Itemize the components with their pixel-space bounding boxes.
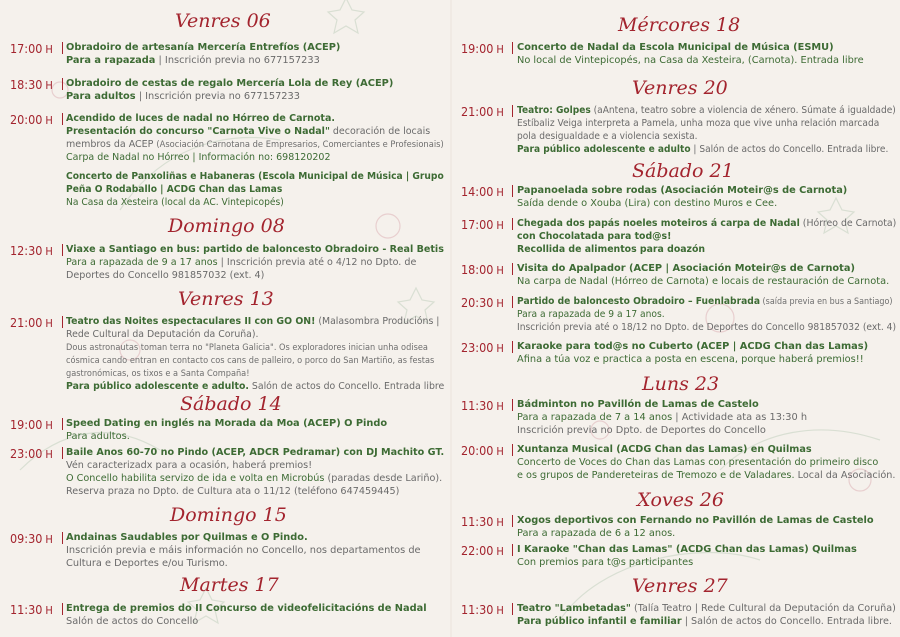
event-description	[517, 41, 864, 67]
time-separator	[62, 603, 63, 615]
event-text: Salón de actos do Concello	[66, 616, 199, 627]
event-line	[66, 367, 444, 380]
event-text: (saída previa en bus a Santiago)	[759, 297, 893, 307]
event-line	[66, 196, 444, 209]
event-line	[66, 557, 421, 570]
event-text: gastronómicas, os tixos e a Santa Compaña!	[66, 369, 250, 379]
day-heading: Venres 13	[178, 288, 274, 310]
event-text: Inscrición previa até o 18/12 no Dpto. de Deportes do Concello 981857032 (ext. 4)	[517, 322, 897, 333]
event-line	[517, 230, 896, 243]
event-line	[66, 615, 427, 628]
event-line	[66, 531, 421, 544]
hour-unit: H	[45, 114, 53, 127]
event-line	[517, 411, 807, 424]
time-separator	[512, 218, 513, 230]
time-separator	[62, 532, 63, 544]
event-text: Estíbaliz Veiga interpreta a Pamela, unha moza que vive unha relación marcada	[517, 118, 880, 129]
event-description	[517, 295, 900, 334]
event-text: decoración de locais	[329, 126, 431, 137]
event-text: (paradas desde Lariño).	[324, 473, 443, 484]
event-text: Para a rapazada de 7 a 14 anos	[517, 412, 673, 423]
event-time	[10, 41, 53, 56]
event-text: Dous astronautas toman terra no "Planeta Galicia". Os exploradores inician unha odisea	[66, 343, 428, 353]
event-text: (Talía Teatro | Rede Cultural da Deputación da Coruña)	[630, 603, 896, 614]
event-text: Saída dende o Xouba (Lira) con destino Muros e Cee.	[517, 198, 778, 209]
hour-unit: H	[496, 186, 504, 199]
time-separator	[62, 78, 63, 90]
event-text: Para adultos	[66, 91, 136, 102]
event-line	[66, 472, 444, 485]
event-line	[517, 184, 847, 197]
event-text: Deportes do Concello 981857032 (ext. 4)	[66, 270, 265, 281]
event-line	[517, 197, 847, 210]
event-description	[517, 217, 900, 256]
event-line	[66, 269, 444, 282]
day-heading: Xoves 26	[637, 489, 724, 511]
event-line	[66, 602, 427, 615]
event-time-value: 19:00	[10, 417, 43, 432]
event-line	[66, 151, 444, 164]
event-line	[66, 125, 444, 138]
event-description	[517, 104, 900, 156]
event-time-value: 11:30	[10, 602, 43, 617]
event-time	[461, 104, 504, 119]
time-separator	[512, 544, 513, 556]
event-line	[66, 256, 444, 269]
time-separator	[512, 42, 513, 54]
event-text: | Salón de actos do Concello. Entrada libre.	[681, 616, 892, 627]
event-time-value: 11:30	[461, 514, 494, 529]
event-time-value: 18:00	[461, 262, 494, 277]
event-line	[66, 112, 444, 125]
event-time	[461, 543, 504, 558]
event-text: Speed Dating en inglés na Morada da Moa (ACEP) O Pindo	[66, 418, 388, 429]
event-description	[517, 443, 900, 482]
event-time	[461, 340, 504, 355]
event-text: Obradoiro de cestas de regalo Mercería Lola de Rey (ACEP)	[66, 78, 394, 89]
time-separator	[62, 42, 63, 54]
time-separator	[512, 296, 513, 308]
day-heading: Venres 06	[175, 10, 271, 32]
event-line	[517, 117, 896, 130]
event-text: Reserva praza no Dpto. de Cultura ata o 11/12 (teléfono 647459445)	[66, 486, 400, 497]
event-text: Para público infantil e familiar	[517, 616, 682, 627]
event-line	[66, 354, 444, 367]
hour-unit: H	[45, 245, 53, 258]
event-text: Con premios para t@s participantes	[517, 557, 694, 568]
event-time	[10, 112, 53, 127]
event-text: | Inscrición previa no 677157233	[135, 91, 300, 102]
event-text: Presentación do concurso "Carnota Vive o Nadal"	[66, 126, 330, 137]
event-text: Para a rapazada	[66, 55, 156, 66]
event-line	[517, 615, 896, 628]
event-line	[66, 341, 444, 354]
event-text: Obradoiro de artesanía Mercería Entrefíos (ACEP)	[66, 42, 341, 53]
hour-unit: H	[496, 516, 504, 529]
event-text: Cultura e Deportes e/ou Turismo.	[66, 558, 228, 569]
event-description	[517, 398, 807, 437]
event-line	[66, 459, 444, 472]
time-separator	[512, 263, 513, 275]
event-text: Visita do Apalpador (ACEP | Asociación Moteir@s de Carnota)	[517, 263, 855, 274]
event-line	[517, 130, 896, 143]
event-text: (Asociación Carnotana de Empresarios, Comerciantes e Profesionais)	[156, 140, 444, 150]
event-time-value: 17:00	[461, 217, 494, 232]
event-time	[461, 41, 504, 56]
hour-unit: H	[45, 317, 53, 330]
event-text: Teatro: Golpes	[517, 105, 591, 116]
event-time	[461, 184, 504, 199]
event-time-value: 22:00	[461, 543, 494, 558]
event-text: Entrega de premios do II Concurso de videofelicitacións de Nadal	[66, 603, 427, 614]
event-line	[66, 380, 444, 393]
event-line	[66, 170, 444, 183]
event-description	[517, 340, 868, 366]
event-text: Vén caracterizadx para a ocasión, haberá premios!	[66, 460, 313, 471]
event-text: Salón de actos do Concello. Entrada libre	[248, 381, 445, 392]
event-text: | Salón de actos do Concello. Entrada libre.	[690, 144, 889, 155]
event-text: Chegada dos papás noeles moteiros á carpa de Nadal	[517, 218, 800, 229]
event-text: Karaoke para tod@s no Cuberto (ACEP | ACDG Chan das Lamas)	[517, 341, 869, 352]
event-line	[66, 485, 444, 498]
event-line	[517, 41, 864, 54]
event-text: Teatro das Noites espectaculares II con GO ON!	[66, 316, 316, 327]
event-description	[517, 602, 900, 628]
event-description	[66, 112, 456, 164]
day-heading: Domingo 08	[168, 215, 285, 237]
hour-unit: H	[496, 400, 504, 413]
event-time-value: 11:30	[461, 398, 494, 413]
event-text: pola desigualdade e a violencia sexista.	[517, 131, 698, 142]
event-line	[517, 308, 896, 321]
event-text: Na carpa de Nadal (Hórreo de Carnota) e locais de restauración de Carnota.	[517, 276, 890, 287]
event-time-value: 23:00	[10, 446, 43, 461]
event-line	[66, 54, 340, 67]
event-text: Para a rapazada de 9 a 17 anos.	[517, 309, 665, 320]
event-description	[66, 417, 387, 443]
hour-unit: H	[496, 445, 504, 458]
time-separator	[512, 515, 513, 527]
event-text: Para a rapazada de 6 a 12 anos.	[517, 528, 676, 539]
event-line	[517, 353, 868, 366]
event-line	[66, 41, 340, 54]
event-time	[10, 315, 53, 330]
event-text: Teatro "Lambetadas"	[517, 603, 631, 614]
event-text: Viaxe a Santiago en bus: partido de baloncesto Obradoiro - Real Betis	[66, 244, 444, 255]
hour-unit: H	[496, 545, 504, 558]
event-text: con Chocolatada para tod@s!	[517, 231, 672, 242]
event-line	[517, 243, 896, 256]
event-text: Partido de baloncesto Obradoiro – Fuenlabrada	[517, 296, 760, 307]
hour-unit: H	[496, 604, 504, 617]
day-heading: Domingo 15	[170, 504, 287, 526]
event-time	[461, 443, 504, 458]
event-text: Para público adolescente e adulto	[517, 144, 691, 155]
hour-unit: H	[45, 604, 53, 617]
event-time-value: 09:30	[10, 531, 43, 546]
event-description	[66, 531, 421, 570]
event-text: Xuntanza Musical (ACDG Chan das Lamas) en Quilmas	[517, 444, 812, 455]
hour-unit: H	[496, 342, 504, 355]
event-line	[66, 328, 444, 341]
event-line	[517, 321, 896, 334]
event-text: Carpa de Nadal no Hórreo | Información no: 698120202	[66, 152, 331, 163]
event-text: Na Casa da Xesteira (local da AC. Vintepicopés)	[66, 197, 284, 208]
day-heading: Mércores 18	[618, 14, 741, 36]
time-separator	[512, 185, 513, 197]
event-description	[66, 77, 393, 103]
event-line	[517, 54, 864, 67]
event-text: Peña O Rodaballo | ACDG Chan das Lamas	[66, 184, 283, 195]
event-time-value: 20:30	[461, 295, 494, 310]
event-description	[517, 514, 874, 540]
event-time	[10, 531, 53, 546]
day-heading: Sábado 14	[180, 393, 282, 415]
event-time-value: 12:30	[10, 243, 43, 258]
time-separator	[62, 244, 63, 256]
day-heading: Venres 20	[632, 77, 728, 99]
event-description	[66, 602, 427, 628]
event-time	[10, 243, 53, 258]
event-time-value: 20:00	[10, 112, 43, 127]
event-description	[66, 446, 450, 498]
event-text: Recollida de alimentos para doazón	[517, 244, 706, 255]
event-line	[66, 77, 393, 90]
event-line	[66, 315, 444, 328]
event-text: Bádminton no Pavillón de Lamas de Castelo	[517, 399, 759, 410]
event-line	[517, 340, 868, 353]
event-text: cósmica cando entran en contacto cos cans de palleiro, o porco do San Martiño, as festas	[66, 356, 435, 366]
event-time	[10, 446, 53, 461]
event-text: Rede Cultural da Deputación da Coruña).	[66, 329, 259, 340]
time-separator	[512, 399, 513, 411]
event-description	[517, 184, 847, 210]
event-line	[517, 217, 896, 230]
event-text: Acendido de luces de nadal no Hórreo de Carnota.	[66, 113, 335, 124]
event-text: Inscrición previa e máis información no Concello, nos departamentos de	[66, 545, 421, 556]
hour-unit: H	[45, 448, 53, 461]
event-line	[517, 275, 889, 288]
event-line	[66, 544, 421, 557]
event-line	[66, 183, 444, 196]
event-line	[517, 424, 807, 437]
event-text: No local de Vintepicopés, na Casa da Xesteira, (Carnota). Entrada libre	[517, 55, 864, 66]
event-text: Afina a túa voz e practica a posta en escena, porque haberá premios!!	[517, 354, 864, 365]
event-text: | Actividade ata as 13:30 h	[672, 412, 808, 423]
hour-unit: H	[496, 264, 504, 277]
time-separator	[62, 447, 63, 459]
event-time	[10, 417, 53, 432]
event-line	[66, 243, 444, 256]
event-time-value: 11:30	[461, 602, 494, 617]
hour-unit: H	[496, 297, 504, 310]
event-time-value: 23:00	[461, 340, 494, 355]
event-text: (Malasombra Producións |	[315, 316, 440, 327]
day-heading: Sábado 21	[632, 160, 734, 182]
event-line	[517, 602, 896, 615]
event-line	[517, 443, 896, 456]
time-separator	[512, 341, 513, 353]
event-line	[517, 527, 874, 540]
event-line	[517, 295, 896, 308]
event-time	[461, 398, 504, 413]
event-time	[461, 262, 504, 277]
event-description	[66, 315, 462, 393]
event-text: (aAntena, teatro sobre a violencia de xénero. Súmate á igualdade)	[590, 105, 896, 116]
hour-unit: H	[496, 106, 504, 119]
event-line	[517, 543, 857, 556]
time-separator	[512, 105, 513, 117]
event-text: (Hórreo de Carnota)	[799, 218, 897, 229]
event-description	[66, 243, 453, 282]
event-line	[517, 262, 889, 275]
event-text: Concerto de Voces do Chan das Lamas con presentación do primeiro disco	[517, 457, 879, 468]
time-separator	[62, 113, 63, 125]
event-time-value: 14:00	[461, 184, 494, 199]
event-time	[461, 295, 504, 310]
event-text: Para adultos.	[66, 431, 130, 442]
time-separator	[512, 444, 513, 456]
event-time-value: 21:00	[10, 315, 43, 330]
event-time-value: 19:00	[461, 41, 494, 56]
event-time-value: 21:00	[461, 104, 494, 119]
hour-unit: H	[45, 533, 53, 546]
event-line	[66, 138, 444, 151]
event-text: membros da ACEP	[66, 139, 157, 150]
event-description	[517, 262, 889, 288]
event-text: Papanoelada sobre rodas (Asociación Moteir@s de Carnota)	[517, 185, 848, 196]
event-text: Local da Asociación.	[794, 470, 896, 481]
event-time	[10, 602, 53, 617]
day-heading: Martes 17	[180, 574, 279, 596]
event-line	[517, 514, 874, 527]
day-heading: Venres 27	[632, 575, 728, 597]
time-separator	[62, 418, 63, 430]
event-text: | Inscrición previa até o 4/12 no Dpto. de	[217, 257, 417, 268]
event-time-value: 20:00	[461, 443, 494, 458]
event-line	[66, 90, 393, 103]
hour-unit: H	[45, 419, 53, 432]
event-text: Xogos deportivos con Fernando no Pavillón de Lamas de Castelo	[517, 515, 874, 526]
event-time	[461, 602, 504, 617]
event-text: | Inscrición previa no 677157233	[155, 55, 320, 66]
event-text: Inscrición previa no Dpto. de Deportes do Concello	[517, 425, 766, 436]
event-time	[461, 217, 504, 232]
event-description	[66, 41, 340, 67]
event-text: O Concello habilita servizo de ida e volta en Microbús	[66, 473, 325, 484]
event-time	[461, 514, 504, 529]
event-time-value: 18:30	[10, 77, 43, 92]
hour-unit: H	[496, 43, 504, 56]
event-line	[66, 417, 387, 430]
event-line	[517, 469, 896, 482]
event-text: Para público adolescente e adulto.	[66, 381, 249, 392]
time-separator	[512, 603, 513, 615]
event-text: e os grupos de Pandereteiras de Tremozo e de Valadares.	[517, 470, 795, 481]
event-text: Concerto de Panxoliñas e Habaneras (Escola Municipal de Música | Grupo	[66, 171, 444, 182]
event-description	[517, 543, 857, 569]
event-line	[66, 430, 387, 443]
time-separator	[62, 316, 63, 328]
event-line	[517, 143, 896, 156]
event-text: Baile Anos 60-70 no Pindo (ACEP, ADCR Pedramar) con DJ Machito GT.	[66, 447, 445, 458]
event-line	[517, 398, 807, 411]
event-description	[66, 170, 471, 209]
event-text: Para a rapazada de 9 a 17 anos	[66, 257, 218, 268]
event-line	[517, 556, 857, 569]
hour-unit: H	[45, 79, 53, 92]
event-line	[517, 104, 896, 117]
day-heading: Luns 23	[642, 373, 720, 395]
event-time	[10, 77, 53, 92]
event-text: Concerto de Nadal da Escola Municipal de Música (ESMU)	[517, 42, 834, 53]
hour-unit: H	[496, 219, 504, 232]
event-time-value: 17:00	[10, 41, 43, 56]
event-line	[66, 446, 444, 459]
event-text: I Karaoke "Chan das Lamas" (ACDG Chan das Lamas) Quilmas	[517, 544, 857, 555]
hour-unit: H	[45, 43, 53, 56]
event-line	[517, 456, 896, 469]
event-text: Andainas Saudables por Quilmas e O Pindo.	[66, 532, 308, 543]
